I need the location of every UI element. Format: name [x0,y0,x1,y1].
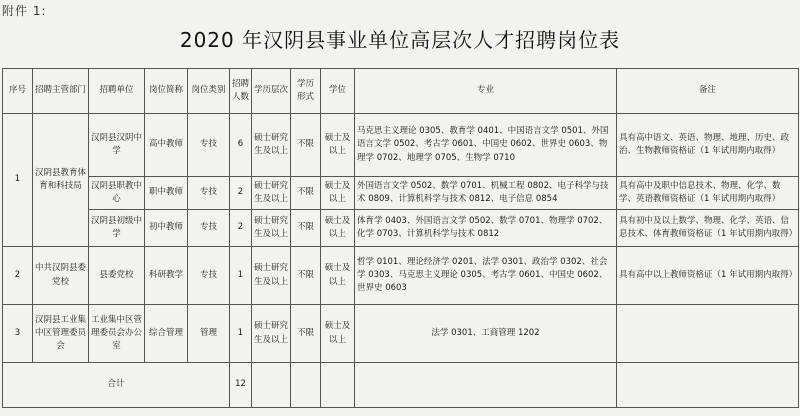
row-edu-form: 不限 [291,247,321,305]
row-unit: 汉阴县汉阴中学 [89,114,145,177]
row-post: 科研教学 [145,247,188,305]
row-category: 专技 [188,114,230,177]
row-edu-level: 硕士研究生及以上 [252,210,291,247]
row-count: 6 [230,114,252,177]
total-empty [355,363,617,408]
row-unit: 工业集中区管理委员会办公室 [89,305,145,363]
header-remark: 备注 [617,69,799,114]
total-row [3,363,799,408]
row-edu-form: 不限 [291,210,321,247]
annex-label: 附件 1: [2,4,47,18]
row-remark: 具有高中语文、英语、物理、地理、历史、政治、生物教师资格证（1 年试用期内取得） [617,114,799,177]
header-count: 招聘人数 [230,69,252,114]
table-row [3,114,799,177]
row-edu-form: 不限 [291,305,321,363]
row-major: 哲学 0101、理论经济学 0201、法学 0301、政治学 0302、社会学 0303、马克思主义理论 0305、考古学 0601、中国史 0602、世界史 0603 [355,247,617,305]
row-department: 汉阴县工业集中区管理委员会 [33,305,89,363]
row-category: 专技 [188,247,230,305]
row-department: 中共汉阴县委党校 [33,247,89,305]
header-post: 岗位简称 [145,69,188,114]
row-count: 2 [230,210,252,247]
row-category: 专技 [188,210,230,247]
row-major: 外国语言文学 0502、数学 0701、机械工程 0802、电子科学与技术 0809、计算机科学与技术 0812、电子信息 0854 [355,177,617,210]
total-empty [321,363,355,408]
row-post: 综合管理 [145,305,188,363]
row-post: 职中教师 [145,177,188,210]
row-edu-level: 硕士研究生及以上 [252,305,291,363]
row-edu-level: 硕士研究生及以上 [252,247,291,305]
row-no: 3 [3,305,33,363]
total-label: 合计 [3,363,230,408]
row-category: 专技 [188,177,230,210]
header-department: 招聘主管部门 [33,69,89,114]
row-edu-form: 不限 [291,177,321,210]
row-post: 高中教师 [145,114,188,177]
table-row [3,210,799,247]
row-count: 2 [230,177,252,210]
page-title: 2020 年汉阴县事业单位高层次人才招聘岗位表 [179,28,621,52]
row-no: 1 [3,114,33,247]
row-category: 管理 [188,305,230,363]
header-degree: 学位 [321,69,355,114]
header-category: 岗位类别 [188,69,230,114]
table-row [3,177,799,210]
row-major: 马克思主义理论 0305、教育学 0401、中国语言文学 0501、外国语言文学 0502、考古学 0601、中国史 0602、世界史 0603、物理学 0702、地理学 0705、生物学 0710 [355,114,617,177]
row-degree: 硕士及以上 [321,305,355,363]
row-post: 初中教师 [145,210,188,247]
header-edu-form: 学历形式 [291,69,321,114]
header-unit: 招聘单位 [89,69,145,114]
row-degree: 硕士及以上 [321,114,355,177]
row-degree: 硕士及以上 [321,177,355,210]
table-row [3,305,799,363]
table-row [3,247,799,305]
header-major: 专业 [355,69,617,114]
row-edu-form: 不限 [291,114,321,177]
row-unit: 县委党校 [89,247,145,305]
row-major: 体育学 0403、外国语言文学 0502、数学 0701、物理学 0702、化学 0703、计算机科学与技术 0812 [355,210,617,247]
row-edu-level: 硕士研究生及以上 [252,114,291,177]
total-empty [252,363,291,408]
row-remark: 具有高中及职中信息技术、物理、化学、数学、英语教师资格证（1 年试用期内取得） [617,177,799,210]
total-count: 12 [230,363,252,408]
row-remark: 具有初中及以上数学、物理、化学、英语、信息技术、体育教师资格证（1 年试用期内取得） [617,210,799,247]
row-major: 法学 0301、工商管理 1202 [355,305,617,363]
row-count: 1 [230,247,252,305]
row-remark [617,305,799,363]
header-edu-level: 学历层次 [252,69,291,114]
row-no: 2 [3,247,33,305]
row-unit: 汉阴县职教中心 [89,177,145,210]
recruitment-table [2,68,799,408]
row-count: 1 [230,305,252,363]
row-degree: 硕士及以上 [321,210,355,247]
total-empty [291,363,321,408]
row-department: 汉阴县教育体育和科技局 [33,114,89,247]
row-edu-level: 硕士研究生及以上 [252,177,291,210]
total-empty [617,363,799,408]
row-unit: 汉阴县初级中学 [89,210,145,247]
table-header-row [3,69,799,114]
header-no: 序号 [3,69,33,114]
row-degree: 硕士及以上 [321,247,355,305]
row-remark: 具有高中以上教师资格证（1 年试用期内取得） [617,247,799,305]
